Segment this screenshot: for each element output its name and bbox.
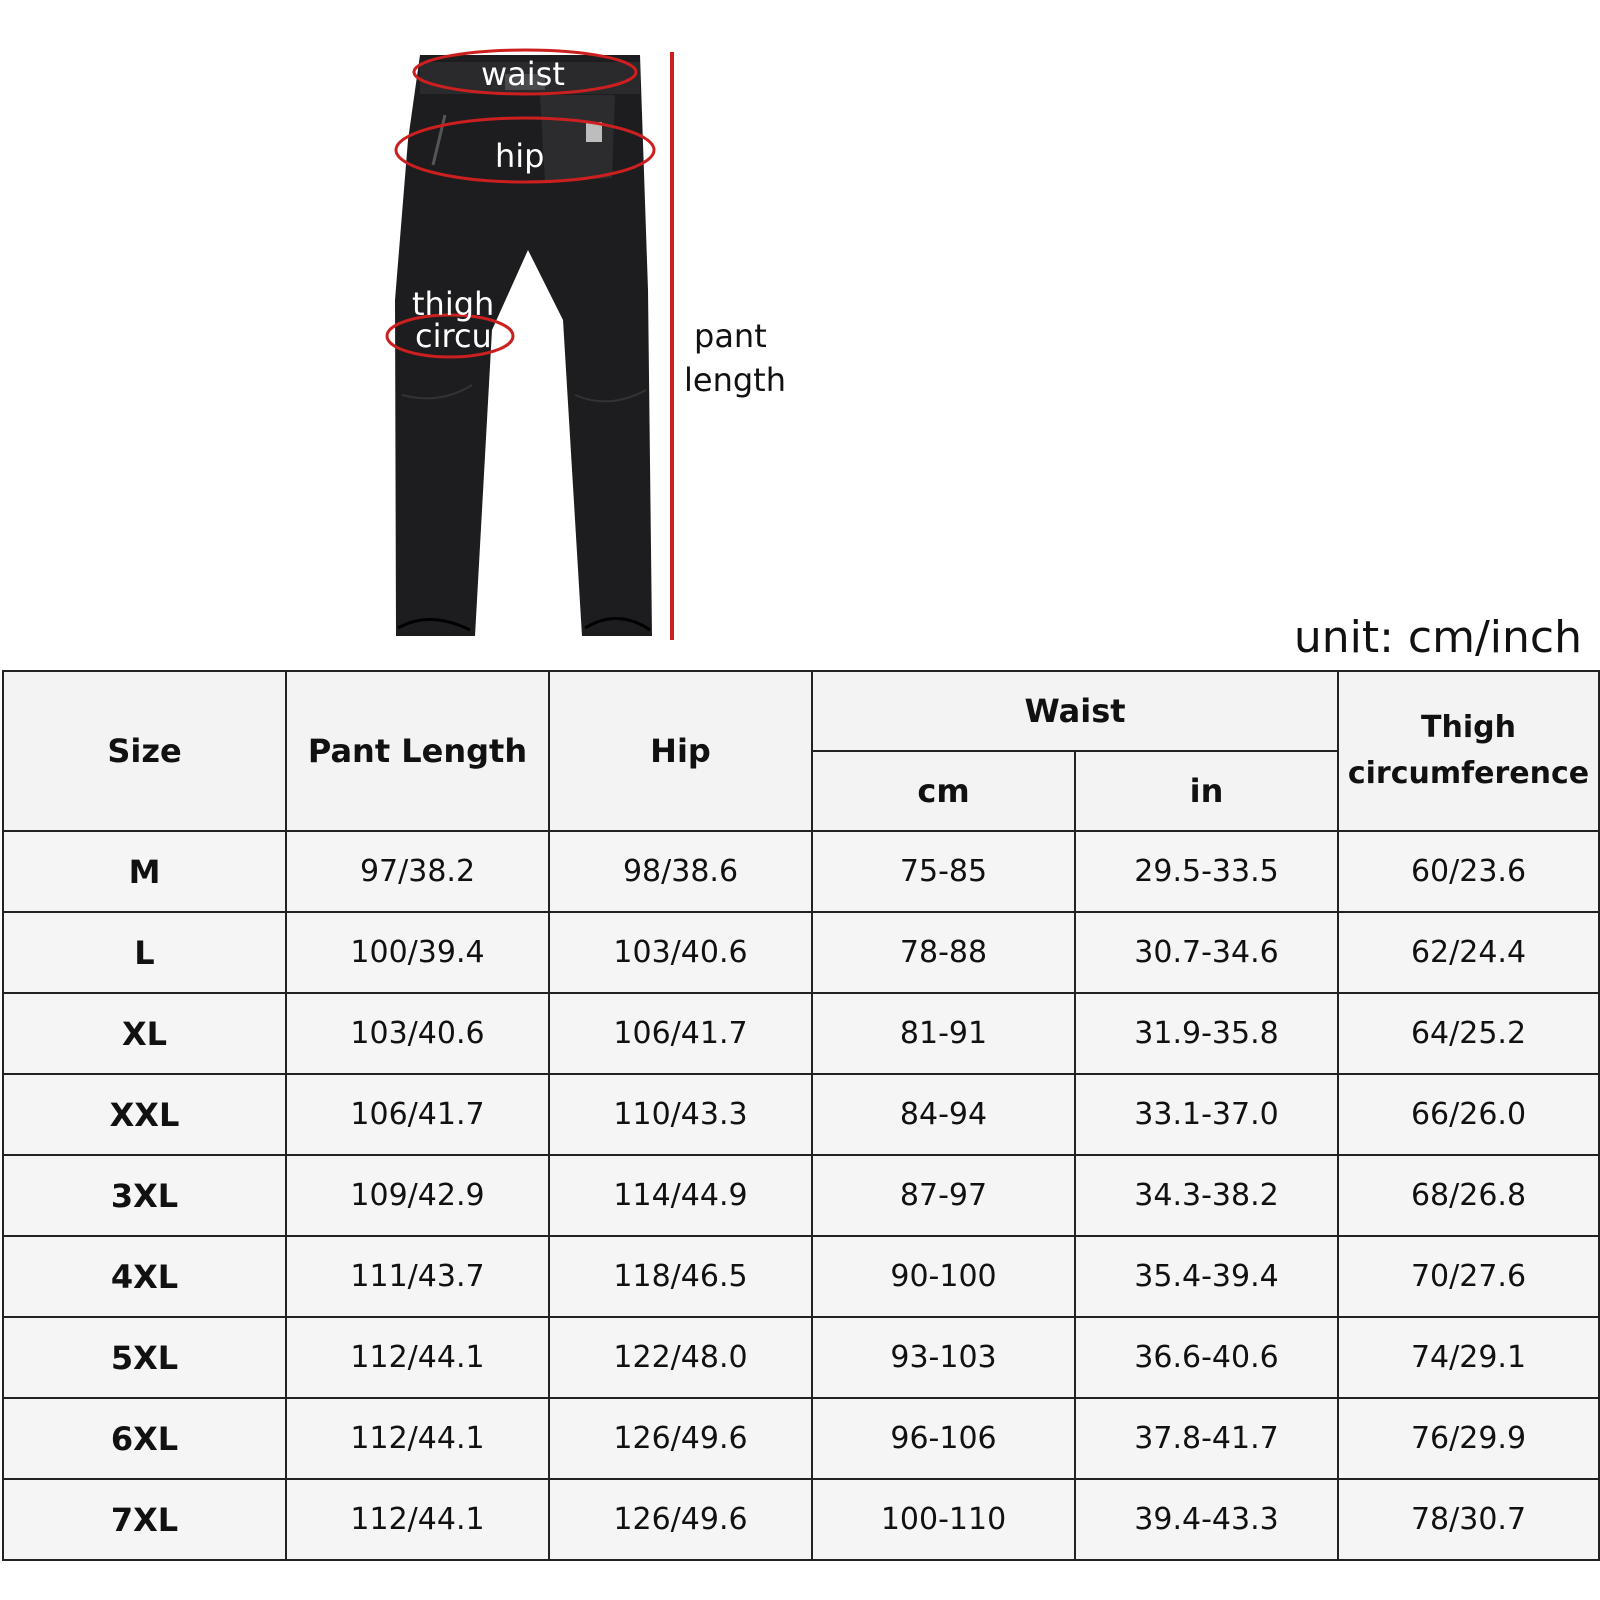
cell-waist-in: 34.3-38.2	[1075, 1155, 1338, 1236]
cell-hip: 126/49.6	[549, 1398, 812, 1479]
cell-waist-cm: 84-94	[812, 1074, 1075, 1155]
cell-waist-cm: 90-100	[812, 1236, 1075, 1317]
cell-size: L	[3, 912, 286, 993]
cell-pant-length: 111/43.7	[286, 1236, 549, 1317]
table-row	[3, 831, 1599, 912]
cell-hip: 122/48.0	[549, 1317, 812, 1398]
table-row	[3, 1398, 1599, 1479]
size-rows	[3, 831, 1599, 1560]
cell-thigh: 64/25.2	[1338, 993, 1599, 1074]
cell-thigh: 76/29.9	[1338, 1398, 1599, 1479]
cell-waist-cm: 75-85	[812, 831, 1075, 912]
cell-thigh: 78/30.7	[1338, 1479, 1599, 1560]
cell-pant-length: 100/39.4	[286, 912, 549, 993]
cell-pant-length: 103/40.6	[286, 993, 549, 1074]
cell-waist-in: 37.8-41.7	[1075, 1398, 1338, 1479]
cell-size: 6XL	[3, 1398, 286, 1479]
cell-waist-cm: 78-88	[812, 912, 1075, 993]
cell-pant-length: 97/38.2	[286, 831, 549, 912]
fly-lining	[540, 95, 615, 182]
table-row	[3, 1155, 1599, 1236]
cell-size: 4XL	[3, 1236, 286, 1317]
cell-waist-cm: 100-110	[812, 1479, 1075, 1560]
length-label-line2: length	[684, 361, 786, 399]
cell-size: XL	[3, 993, 286, 1074]
cell-waist-in: 30.7-34.6	[1075, 912, 1338, 993]
cell-waist-in: 35.4-39.4	[1075, 1236, 1338, 1317]
header-waist-in: in	[1075, 751, 1338, 831]
cell-hip: 114/44.9	[549, 1155, 812, 1236]
pants-illustration	[0, 0, 1600, 660]
cell-pant-length: 112/44.1	[286, 1398, 549, 1479]
header-hip: Hip	[549, 671, 812, 831]
length-label-line1: pant	[694, 317, 767, 355]
cell-size: XXL	[3, 1074, 286, 1155]
cell-hip: 110/43.3	[549, 1074, 812, 1155]
cell-hip: 126/49.6	[549, 1479, 812, 1560]
cell-waist-in: 36.6-40.6	[1075, 1317, 1338, 1398]
cell-thigh: 70/27.6	[1338, 1236, 1599, 1317]
table-row	[3, 1074, 1599, 1155]
header-waist-cm: cm	[812, 751, 1075, 831]
cell-pant-length: 109/42.9	[286, 1155, 549, 1236]
size-chart-table	[2, 670, 1600, 1561]
cell-size: M	[3, 831, 286, 912]
thigh-label-line2: circu	[415, 317, 492, 355]
cell-hip: 103/40.6	[549, 912, 812, 993]
cell-thigh: 74/29.1	[1338, 1317, 1599, 1398]
cell-size: 3XL	[3, 1155, 286, 1236]
waist-label: waist	[481, 55, 565, 93]
cell-waist-cm: 81-91	[812, 993, 1075, 1074]
cell-thigh: 68/26.8	[1338, 1155, 1599, 1236]
table-row	[3, 993, 1599, 1074]
cell-waist-cm: 93-103	[812, 1317, 1075, 1398]
header-thigh-line2: circumference	[1347, 756, 1590, 791]
table-row	[3, 1236, 1599, 1317]
cell-thigh: 62/24.4	[1338, 912, 1599, 993]
table-row	[3, 1317, 1599, 1398]
cell-hip: 98/38.6	[549, 831, 812, 912]
table-row	[3, 1479, 1599, 1560]
header-pant-length: Pant Length	[286, 671, 549, 831]
hip-label: hip	[495, 137, 545, 175]
pants-measurement-figure	[0, 0, 1600, 660]
header-size: Size	[3, 671, 286, 831]
cell-waist-in: 39.4-43.3	[1075, 1479, 1338, 1560]
cell-size: 5XL	[3, 1317, 286, 1398]
cell-waist-in: 29.5-33.5	[1075, 831, 1338, 912]
header-thigh-line1: Thigh	[1421, 710, 1516, 745]
unit-note: unit: cm/inch	[1293, 612, 1582, 663]
cell-hip: 106/41.7	[549, 993, 812, 1074]
thigh-label-line1: thigh	[412, 285, 495, 323]
cell-waist-in: 33.1-37.0	[1075, 1074, 1338, 1155]
table-row	[3, 912, 1599, 993]
cell-waist-in: 31.9-35.8	[1075, 993, 1338, 1074]
cell-size: 7XL	[3, 1479, 286, 1560]
cell-waist-cm: 96-106	[812, 1398, 1075, 1479]
header-thigh	[1338, 671, 1599, 831]
cell-thigh: 66/26.0	[1338, 1074, 1599, 1155]
cell-pant-length: 112/44.1	[286, 1479, 549, 1560]
cell-waist-cm: 87-97	[812, 1155, 1075, 1236]
header-waist: Waist	[812, 671, 1338, 751]
cell-pant-length: 112/44.1	[286, 1317, 549, 1398]
cell-thigh: 60/23.6	[1338, 831, 1599, 912]
cell-hip: 118/46.5	[549, 1236, 812, 1317]
cell-pant-length: 106/41.7	[286, 1074, 549, 1155]
